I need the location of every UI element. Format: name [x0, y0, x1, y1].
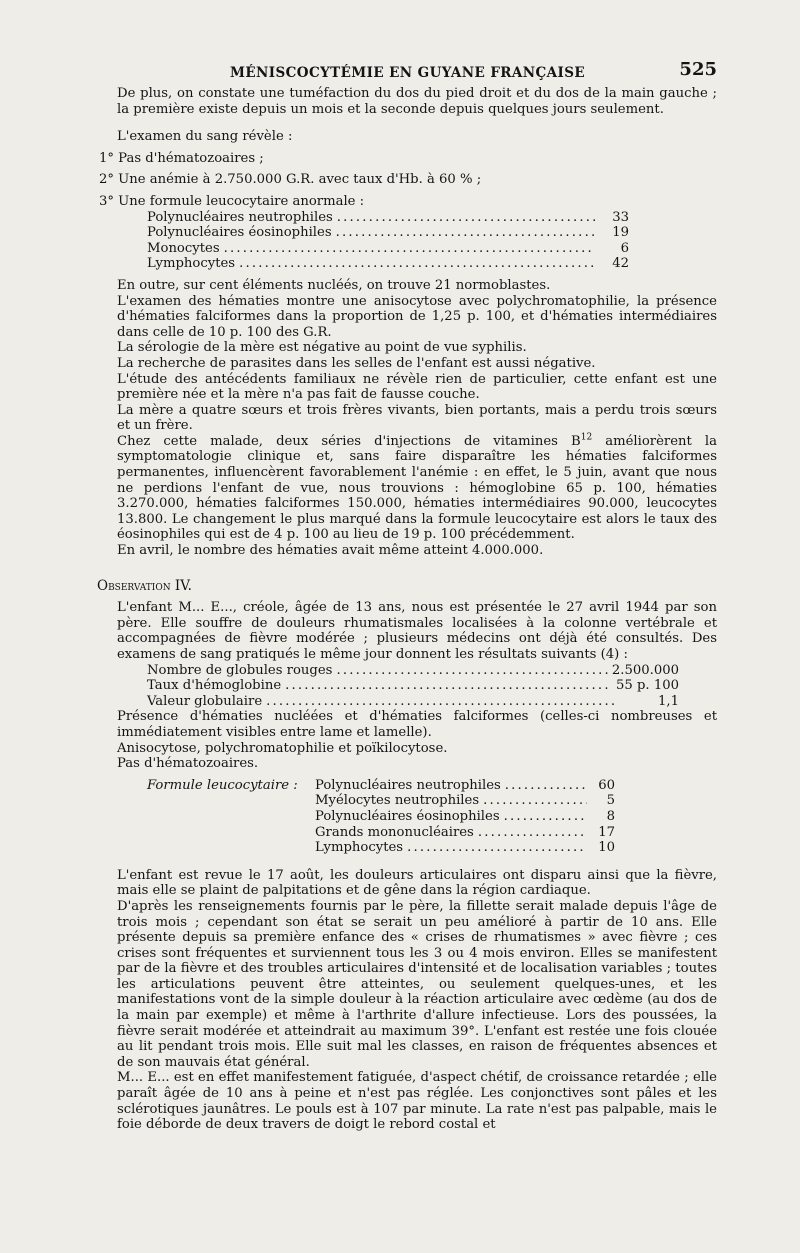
leucocyte-formula-table-2 [315, 778, 615, 856]
paragraph: L'étude des antécédents familiaux ne révèle rien de particulier, cette enfant est une première née et la mère n'a pas fait de fausse couche. [117, 371, 717, 403]
table-row [147, 694, 679, 710]
row-label: Valeur globulaire [147, 693, 263, 709]
paragraph-observation: L'enfant M... E..., créole, âgée de 13 ans, nous est présentée le 27 avril 1944 par son père. Elle souffre de douleurs rhumatismales localisées à la colonne vertébrale et accompagnées de fièvre modérée ; plusieurs médecins ont déjà été consultés. Des examens de sang pratiqués le même jour donnent les résultats suivants (4) : [117, 600, 717, 662]
row-label: Nombre de globules rouges [147, 662, 333, 678]
paragraph-vitamin [117, 434, 717, 543]
table-row [315, 809, 615, 825]
row-label: Myélocytes neutrophiles [315, 793, 480, 809]
paragraph: La mère a quatre sœurs et trois frères vivants, bien portants, mais a perdu trois sœurs et un frère. [117, 402, 717, 434]
formula-label: Formule leucocytaire : [147, 777, 298, 793]
paragraph-group-c [117, 868, 717, 1133]
paragraph-intro: De plus, on constate une tuméfaction du dos du pied droit et du dos de la main gauche ; la première existe depuis un mois et la seconde depuis quelques jours seulement. [117, 86, 717, 117]
table-row [147, 678, 679, 694]
blood-exam-intro: L'examen du sang révèle : [117, 129, 293, 145]
table-row [315, 793, 615, 809]
row-value: 6 [620, 240, 629, 256]
table-row [315, 825, 615, 841]
table-row [147, 210, 629, 226]
row-value: 19 [612, 225, 629, 241]
row-value: 5 [606, 793, 615, 809]
row-value: 55 p. 100 [616, 678, 679, 694]
paragraph: L'examen des hématies montre une anisocytose avec polychromatophilie, la présence d'hématies falciformes dans la proportion de 1,25 p. 100, et d'hématies intermédiaires dans celle de 10 p. 100 des G.R. [117, 293, 717, 340]
row-value: 42 [612, 256, 629, 272]
finding-3: 3° Une formule leucocytaire anormale : [99, 193, 365, 209]
paragraph: L'enfant est revue le 17 août, les douleurs articulaires ont disparu ainsi que la fièvre, mais elle se plaint de palpitations et de gêne dans la région cardiaque. [117, 867, 717, 899]
row-label: Grands mononucléaires [315, 824, 474, 840]
text-span: Chez cette malade, deux séries d'injections de vitamines B [117, 433, 581, 449]
paragraph: En avril, le nombre des hématies avait même atteint 4.000.000. [117, 543, 544, 559]
row-value: 60 [598, 777, 615, 793]
table-row [147, 241, 629, 257]
finding-1: 1° Pas d'hématozoaires ; [99, 150, 264, 166]
paragraph: D'après les renseignements fournis par le père, la fillette serait malade depuis l'âge de trois mois ; cependant son état se serait un peu amélioré à partir de 10 ans. Elle présente depuis sa première enfance des « crises de rhumatismes » avec fièvre ; ces crises sont fréquentes et surviennent tous les 3 ou 4 mois environ. Elles se manifestent par de la fièvre et des troubles articulaires d'intensité et de localisation variables ; toutes les articulations peuvent être atteintes, ou seulement quelques-unes, et les manifestations vont de la simple douleur à la réaction articulaire avec œdème (au dos de la main par exemple) et même à l'arthrite d'allure infectieuse. Lors des poussées, la fièvre serait modérée et atteindrait au maximum 39°. L'enfant est restée une fois clouée au lit pendant trois mois. Elle suit mal les classes, en raison de fréquentes absences et de son mauvais état général. [117, 898, 717, 1070]
superscript: 12 [580, 432, 593, 443]
row-label: Polynucléaires neutrophiles [315, 777, 501, 793]
row-label: Taux d'hémoglobine [147, 678, 282, 694]
row-label: Polynucléaires éosinophiles [147, 225, 332, 241]
table-row [315, 840, 615, 856]
leucocyte-formula-block [147, 778, 717, 856]
leucocyte-formula-table [147, 210, 629, 272]
row-value: 8 [606, 808, 615, 824]
table-row [147, 225, 629, 241]
row-value: 33 [612, 209, 629, 225]
page-number: 525 [679, 59, 717, 80]
paragraph-group-a [117, 278, 717, 559]
paragraph: Pas d'hématozoaires. [117, 756, 259, 772]
page-body [97, 59, 717, 1133]
row-label: Lymphocytes [315, 840, 404, 856]
row-label: Polynucléaires neutrophiles [147, 209, 333, 225]
paragraph: La recherche de parasites dans les selles de l'enfant est aussi négative. [117, 355, 596, 371]
row-value: 17 [598, 824, 615, 840]
row-label: Lymphocytes [147, 256, 236, 272]
text-span: améliorèrent la symptomatologie clinique et, sans faire disparaître les hématies falciformes permanentes, influencèrent favorablement l'anémie : en effet, le 5 juin, avant que nous ne perdions l'enfant de vue, nous trouvions : hémoglobine 65 p. 100, hématies 3.270.000, hématies falciformes 150.000, hématies intermédiaires 90.000, leucocytes 13.800. Le changement le plus marqué dans la formule leucocytaire est alors le taux des éosinophiles qui est de 4 p. 100 au lieu de 19 p. 100 précédemment. [117, 433, 717, 543]
page-header [117, 59, 717, 86]
table-row [147, 256, 629, 272]
blood-results-table [147, 663, 679, 710]
table-row [315, 778, 615, 794]
row-value: 10 [598, 840, 615, 856]
row-value: 1,1 [658, 693, 679, 709]
row-label: Polynucléaires éosinophiles [315, 808, 500, 824]
paragraph: La sérologie de la mère est négative au point de vue syphilis. [117, 340, 527, 356]
paragraph: Présence d'hématies nucléées et d'hématies falciformes (celles-ci nombreuses et immédiatement visibles entre lame et lamelle). [117, 709, 717, 740]
finding-2: 2° Une anémie à 2.750.000 G.R. avec taux d'Hb. à 60 % ; [99, 172, 482, 188]
paragraph: M... E... est en effet manifestement fatiguée, d'aspect chétif, de croissance retardée ; elle paraît âgée de 10 ans à peine et n'est pas réglée. Les conjonctives sont pâles et les sclérotiques jaunâtres. Le pouls est à 107 par minute. La rate n'est pas palpable, mais le foie déborde de deux travers de doigt le rebord costal et [117, 1070, 717, 1133]
table-row [147, 663, 679, 679]
row-value: 2.500.000 [611, 662, 679, 678]
paragraph: Anisocytose, polychromatophilie et poïkilocytose. [117, 740, 448, 756]
row-label: Monocytes [147, 240, 220, 256]
running-title: MÉNISCOCYTÉMIE EN GUYANE FRANÇAISE [230, 65, 586, 81]
paragraph: En outre, sur cent éléments nucléés, on trouve 21 normoblastes. [117, 277, 551, 293]
paragraph-group-b [117, 709, 717, 771]
observation-heading: Observation IV. [97, 577, 192, 594]
